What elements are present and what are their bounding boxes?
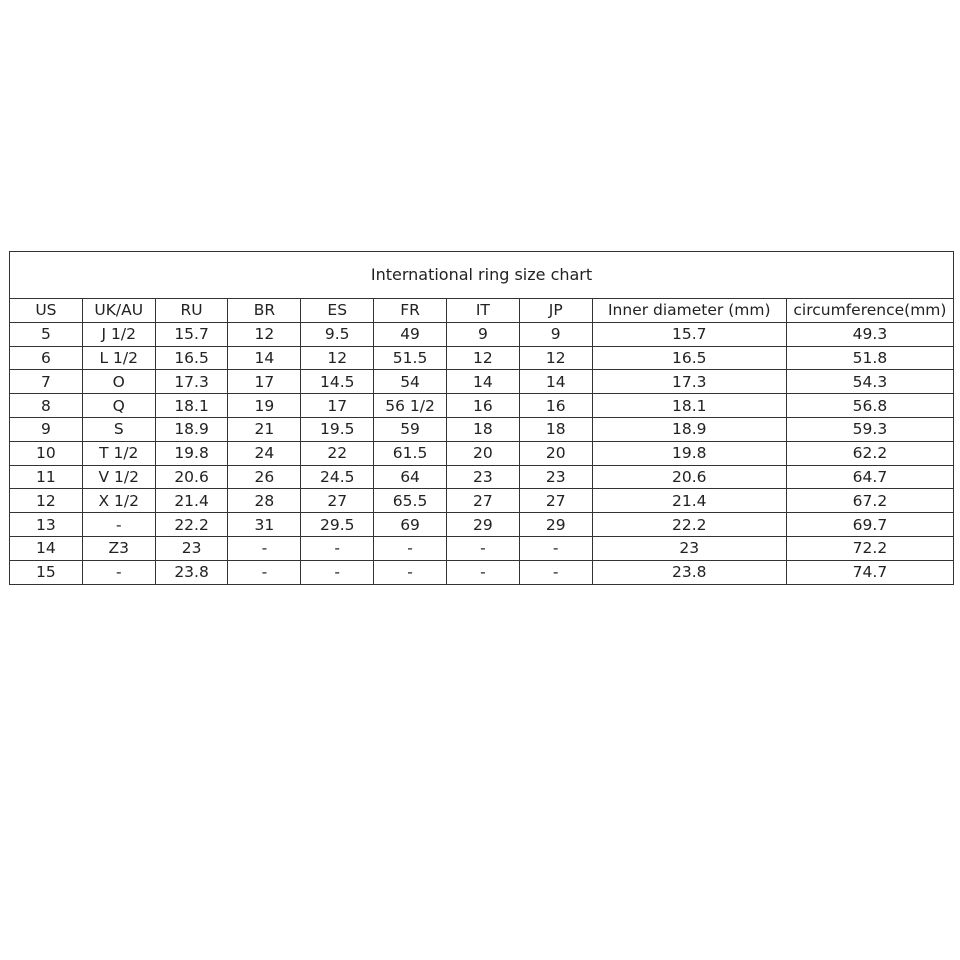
table-row	[10, 441, 954, 465]
table-cell: 22	[301, 441, 374, 465]
table-cell: 14	[10, 536, 83, 560]
table-cell: 20	[446, 441, 519, 465]
table-cell: -	[519, 536, 592, 560]
table-body	[10, 322, 954, 584]
table-cell: 15.7	[592, 322, 786, 346]
table-cell: 67.2	[786, 489, 953, 513]
title-row	[10, 252, 954, 299]
table-cell: 12	[228, 322, 301, 346]
table-cell: 69	[374, 513, 447, 537]
table-cell: T 1/2	[82, 441, 155, 465]
table-cell: -	[301, 560, 374, 584]
table-cell: 14.5	[301, 370, 374, 394]
table-cell: 19	[228, 394, 301, 418]
table-cell: 18.1	[155, 394, 228, 418]
header-row	[10, 299, 954, 323]
table-cell: 12	[446, 346, 519, 370]
table-cell: -	[82, 513, 155, 537]
table-cell: 22.2	[592, 513, 786, 537]
table-cell: 64	[374, 465, 447, 489]
table-cell: 14	[519, 370, 592, 394]
table-cell: 18.1	[592, 394, 786, 418]
table-cell: 59.3	[786, 417, 953, 441]
table-cell: 5	[10, 322, 83, 346]
table-cell: 23.8	[155, 560, 228, 584]
table-cell: 61.5	[374, 441, 447, 465]
table-row	[10, 536, 954, 560]
table-cell: 20.6	[155, 465, 228, 489]
table-cell: -	[82, 560, 155, 584]
table-cell: 24	[228, 441, 301, 465]
table-cell: -	[374, 560, 447, 584]
table-cell: 16	[519, 394, 592, 418]
table-cell: 69.7	[786, 513, 953, 537]
table-cell: -	[519, 560, 592, 584]
table-cell: 9	[519, 322, 592, 346]
header-ru: RU	[155, 299, 228, 323]
table-cell: 17	[228, 370, 301, 394]
table-cell: 72.2	[786, 536, 953, 560]
table-cell: 23	[592, 536, 786, 560]
table-cell: 21.4	[155, 489, 228, 513]
table-cell: 74.7	[786, 560, 953, 584]
table-cell: 26	[228, 465, 301, 489]
table-cell: 23	[155, 536, 228, 560]
table-cell: 15	[10, 560, 83, 584]
table-cell: 23	[446, 465, 519, 489]
table-cell: 56 1/2	[374, 394, 447, 418]
table-cell: 16.5	[592, 346, 786, 370]
table-row	[10, 489, 954, 513]
table-cell: 17	[301, 394, 374, 418]
table-cell: 8	[10, 394, 83, 418]
table-cell: X 1/2	[82, 489, 155, 513]
table-cell: 7	[10, 370, 83, 394]
table-cell: -	[228, 560, 301, 584]
table-cell: 29	[519, 513, 592, 537]
table-cell: 62.2	[786, 441, 953, 465]
table-row	[10, 417, 954, 441]
table-cell: 18	[519, 417, 592, 441]
table-cell: 28	[228, 489, 301, 513]
header-jp: JP	[519, 299, 592, 323]
table-cell: 16	[446, 394, 519, 418]
table-cell: 15.7	[155, 322, 228, 346]
table-cell: -	[374, 536, 447, 560]
table-cell: 18.9	[592, 417, 786, 441]
ring-size-chart	[9, 251, 954, 585]
table-cell: 19.8	[592, 441, 786, 465]
ring-size-table	[9, 251, 954, 585]
table-cell: 27	[446, 489, 519, 513]
table-cell: 54.3	[786, 370, 953, 394]
table-cell: 27	[519, 489, 592, 513]
table-cell: 49.3	[786, 322, 953, 346]
table-cell: 20.6	[592, 465, 786, 489]
table-cell: 51.5	[374, 346, 447, 370]
table-cell: 6	[10, 346, 83, 370]
table-cell: 20	[519, 441, 592, 465]
table-row	[10, 465, 954, 489]
table-cell: 9	[10, 417, 83, 441]
table-cell: 18	[446, 417, 519, 441]
table-cell: 21	[228, 417, 301, 441]
table-cell: 29.5	[301, 513, 374, 537]
table-cell: 18.9	[155, 417, 228, 441]
table-cell: 29	[446, 513, 519, 537]
table-cell: V 1/2	[82, 465, 155, 489]
table-cell: 17.3	[592, 370, 786, 394]
table-row	[10, 346, 954, 370]
header-circumference: circumference(mm)	[786, 299, 953, 323]
table-cell: -	[446, 560, 519, 584]
header-uk-au: UK/AU	[82, 299, 155, 323]
table-cell: 23	[519, 465, 592, 489]
table-title: International ring size chart	[10, 252, 954, 299]
table-cell: 9.5	[301, 322, 374, 346]
table-cell: 54	[374, 370, 447, 394]
table-cell: Q	[82, 394, 155, 418]
table-cell: 12	[10, 489, 83, 513]
table-row	[10, 560, 954, 584]
table-cell: 51.8	[786, 346, 953, 370]
table-cell: 56.8	[786, 394, 953, 418]
table-cell: -	[446, 536, 519, 560]
table-row	[10, 322, 954, 346]
header-it: IT	[446, 299, 519, 323]
table-cell: 16.5	[155, 346, 228, 370]
table-cell: O	[82, 370, 155, 394]
header-br: BR	[228, 299, 301, 323]
table-cell: 65.5	[374, 489, 447, 513]
table-cell: 11	[10, 465, 83, 489]
table-cell: J 1/2	[82, 322, 155, 346]
table-cell: 12	[301, 346, 374, 370]
header-us: US	[10, 299, 83, 323]
table-cell: 22.2	[155, 513, 228, 537]
table-cell: 64.7	[786, 465, 953, 489]
table-cell: 17.3	[155, 370, 228, 394]
table-cell: 13	[10, 513, 83, 537]
table-cell: -	[301, 536, 374, 560]
table-cell: 10	[10, 441, 83, 465]
table-row	[10, 394, 954, 418]
table-cell: 12	[519, 346, 592, 370]
table-cell: 14	[228, 346, 301, 370]
table-cell: 19.8	[155, 441, 228, 465]
table-cell: Z3	[82, 536, 155, 560]
table-cell: 24.5	[301, 465, 374, 489]
table-cell: 59	[374, 417, 447, 441]
table-cell: 14	[446, 370, 519, 394]
table-cell: 27	[301, 489, 374, 513]
table-cell: 23.8	[592, 560, 786, 584]
header-fr: FR	[374, 299, 447, 323]
table-cell: -	[228, 536, 301, 560]
table-cell: 9	[446, 322, 519, 346]
table-cell: S	[82, 417, 155, 441]
table-cell: 19.5	[301, 417, 374, 441]
table-cell: L 1/2	[82, 346, 155, 370]
table-cell: 49	[374, 322, 447, 346]
table-cell: 31	[228, 513, 301, 537]
table-row	[10, 513, 954, 537]
table-row	[10, 370, 954, 394]
header-inner-diameter: Inner diameter (mm)	[592, 299, 786, 323]
header-es: ES	[301, 299, 374, 323]
table-cell: 21.4	[592, 489, 786, 513]
